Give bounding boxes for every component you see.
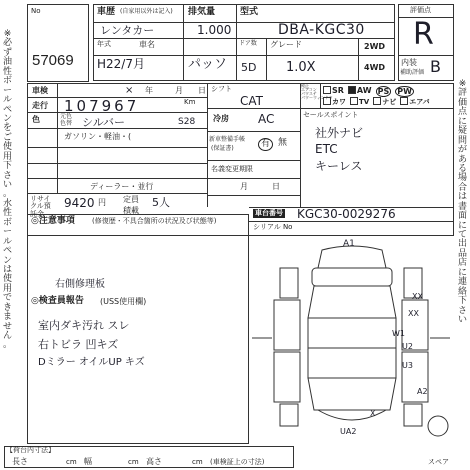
inspection-label: 車検 — [32, 86, 48, 95]
grade-value: 1.0X — [286, 60, 316, 75]
damage-mark-xx2: XX — [408, 309, 419, 318]
left-side-notice: ※必ず油性ボールペンをご使用下さい。水性ボールペンは使用できません。 — [2, 29, 12, 351]
vin-value: KGC30-0029276 — [297, 207, 396, 221]
equip-sr: SR — [323, 86, 344, 97]
damage-mark-w: W1 — [392, 329, 405, 338]
car-name-label: 車名 — [139, 40, 155, 49]
equip-airbag: エアバ — [400, 97, 429, 107]
inspector-line-3: Dミラー オイルUP キズ — [38, 357, 145, 368]
length-unit: cm — [66, 458, 77, 466]
4wd-label: 4WD — [364, 63, 386, 72]
car-outline-svg — [252, 238, 452, 438]
grade-label: グレード — [270, 40, 302, 49]
sale-point-2: ETC — [315, 142, 338, 156]
maintenance-sub: (保証書) — [211, 145, 234, 152]
doors-label: ドア数 — [239, 40, 257, 47]
ownership-month: 月 — [240, 182, 248, 191]
height-label: 高さ — [146, 457, 162, 466]
doors-value: 5D — [241, 61, 257, 74]
damage-mark-x: X — [370, 409, 376, 418]
vehicle-history-label: 車歴 — [97, 7, 116, 17]
damage-mark-ua: UA2 — [340, 427, 357, 436]
caution-title: ◎注意事項 — [31, 216, 75, 226]
shift-value: CAT — [240, 94, 263, 108]
color-value: シルバー — [82, 116, 125, 129]
width-unit: cm — [128, 458, 139, 466]
lot-number-box — [27, 4, 89, 82]
year-label: 年式 — [97, 40, 111, 48]
equipment-label-1: エアコン — [301, 87, 317, 92]
equipment-label-0: 純正 — [301, 83, 309, 88]
inspection-day-mark: 日 — [198, 86, 206, 95]
seats-label: 定員 — [123, 195, 139, 204]
mileage-unit: Km — [184, 98, 196, 106]
height-unit: cm — [192, 458, 203, 466]
capacity-label: 積載 — [123, 206, 139, 215]
damage-mark-u2: U2 — [402, 342, 413, 351]
color-code: S28 — [178, 117, 196, 127]
interior-value: B — [430, 57, 441, 76]
model-label: 型式 — [240, 7, 259, 17]
equipment-label-3: パワーウィンドウ — [301, 95, 333, 100]
width-label: 幅 — [84, 457, 92, 466]
aircon-value: AC — [258, 112, 275, 126]
inspection-year-mark: 年 — [145, 86, 153, 95]
equipment-row-1 — [323, 86, 414, 97]
cert-label: (車検証上の寸法) — [210, 458, 265, 466]
chassis-label: シリアル No — [253, 223, 293, 231]
ownership-label: 名義変更期限 — [211, 165, 253, 173]
mileage-label: 走行 — [32, 101, 48, 110]
equip-navi: ナビ — [373, 97, 396, 107]
equipment-label-2: パワステ — [301, 91, 317, 96]
recycle-value: 9420 — [64, 196, 95, 210]
damage-mark-u3: U3 — [402, 361, 413, 370]
grade-score-label: 評価点 — [410, 6, 431, 14]
caution-text: 右側修理板 — [55, 279, 105, 290]
interior-sub-label: 補助評価 — [400, 69, 425, 76]
equip-aw: AW — [348, 86, 372, 97]
right-side-notice: ※評価点に疑問がある場合は書面にて出品店に連絡下さい — [457, 79, 467, 325]
caution-sub: (修復歴・不具合箇所の状況及び状態等) — [92, 217, 217, 225]
inspection-value: × — [125, 85, 134, 96]
vehicle-history-note: (自家用以外は記入) — [120, 8, 173, 15]
maintenance-no: 無 — [278, 138, 288, 148]
recycle-label: リサイクル預託金 — [30, 195, 51, 218]
year-value: H22/7月 — [97, 57, 145, 71]
vehicle-history-value: レンタカー — [100, 24, 155, 37]
lot-no-label: No — [31, 7, 41, 15]
dealer-label: ディーラー・並行 — [90, 182, 154, 191]
color-orig-label: 元色 — [60, 113, 73, 120]
car-diagram — [252, 238, 452, 438]
maintenance-label: 新車整備手帳 — [209, 136, 246, 143]
color-change-label: 色替 — [60, 120, 73, 127]
car-name-value: パッソ — [188, 57, 228, 72]
interior-label: 内装 — [401, 58, 417, 67]
vin-label: 車台番号 — [255, 209, 283, 217]
2wd-label: 2WD — [364, 42, 386, 51]
seats-value: 5人 — [152, 196, 170, 209]
damage-mark-a2: A2 — [417, 387, 428, 396]
equip-pw: PW — [397, 87, 412, 96]
inspector-sub: (USS使用欄) — [100, 297, 147, 306]
length-label: 長さ — [12, 457, 28, 466]
loading-label: 【荷台内寸法】 — [6, 446, 55, 454]
inspector-line-2: 右トビラ 凹キズ — [38, 338, 119, 351]
aircon-label: 冷房 — [213, 114, 229, 123]
fuel-label: ガソリン・軽油・( — [64, 132, 132, 141]
model-value: DBA-KGC30 — [278, 22, 365, 38]
score-value: R — [413, 17, 434, 52]
spare-label: スペア — [428, 458, 449, 466]
lot-number: 57069 — [32, 52, 74, 69]
equip-ps: PS — [377, 87, 390, 96]
inspection-month-mark: 月 — [175, 86, 183, 95]
maintenance-yes: 有 — [258, 138, 273, 151]
displacement-value: 1.000 — [197, 23, 232, 37]
inspector-title: ◎検査員報告 — [31, 296, 84, 306]
mileage-value: 107967 — [64, 97, 140, 115]
sale-point-1: 社外ナビ — [315, 126, 364, 140]
displacement-label: 排気量 — [188, 7, 216, 17]
equipment-labels — [301, 83, 333, 100]
recycle-unit: 円 — [98, 198, 106, 207]
color-label: 色 — [32, 115, 40, 124]
ownership-day: 日 — [272, 182, 280, 191]
damage-mark-a1: A1 — [343, 239, 355, 249]
equip-leather: カワ — [323, 97, 346, 107]
damage-mark-xx1: XX — [412, 292, 423, 301]
shift-label: シフト — [211, 85, 232, 93]
inspector-line-1: 室内ダキ汚れ スレ — [38, 319, 130, 332]
equipment-row-2 — [323, 97, 430, 107]
sale-point-label: セールスポイント — [303, 111, 359, 119]
equip-tv: TV — [350, 97, 369, 107]
sale-point-3: キーレス — [315, 159, 363, 173]
